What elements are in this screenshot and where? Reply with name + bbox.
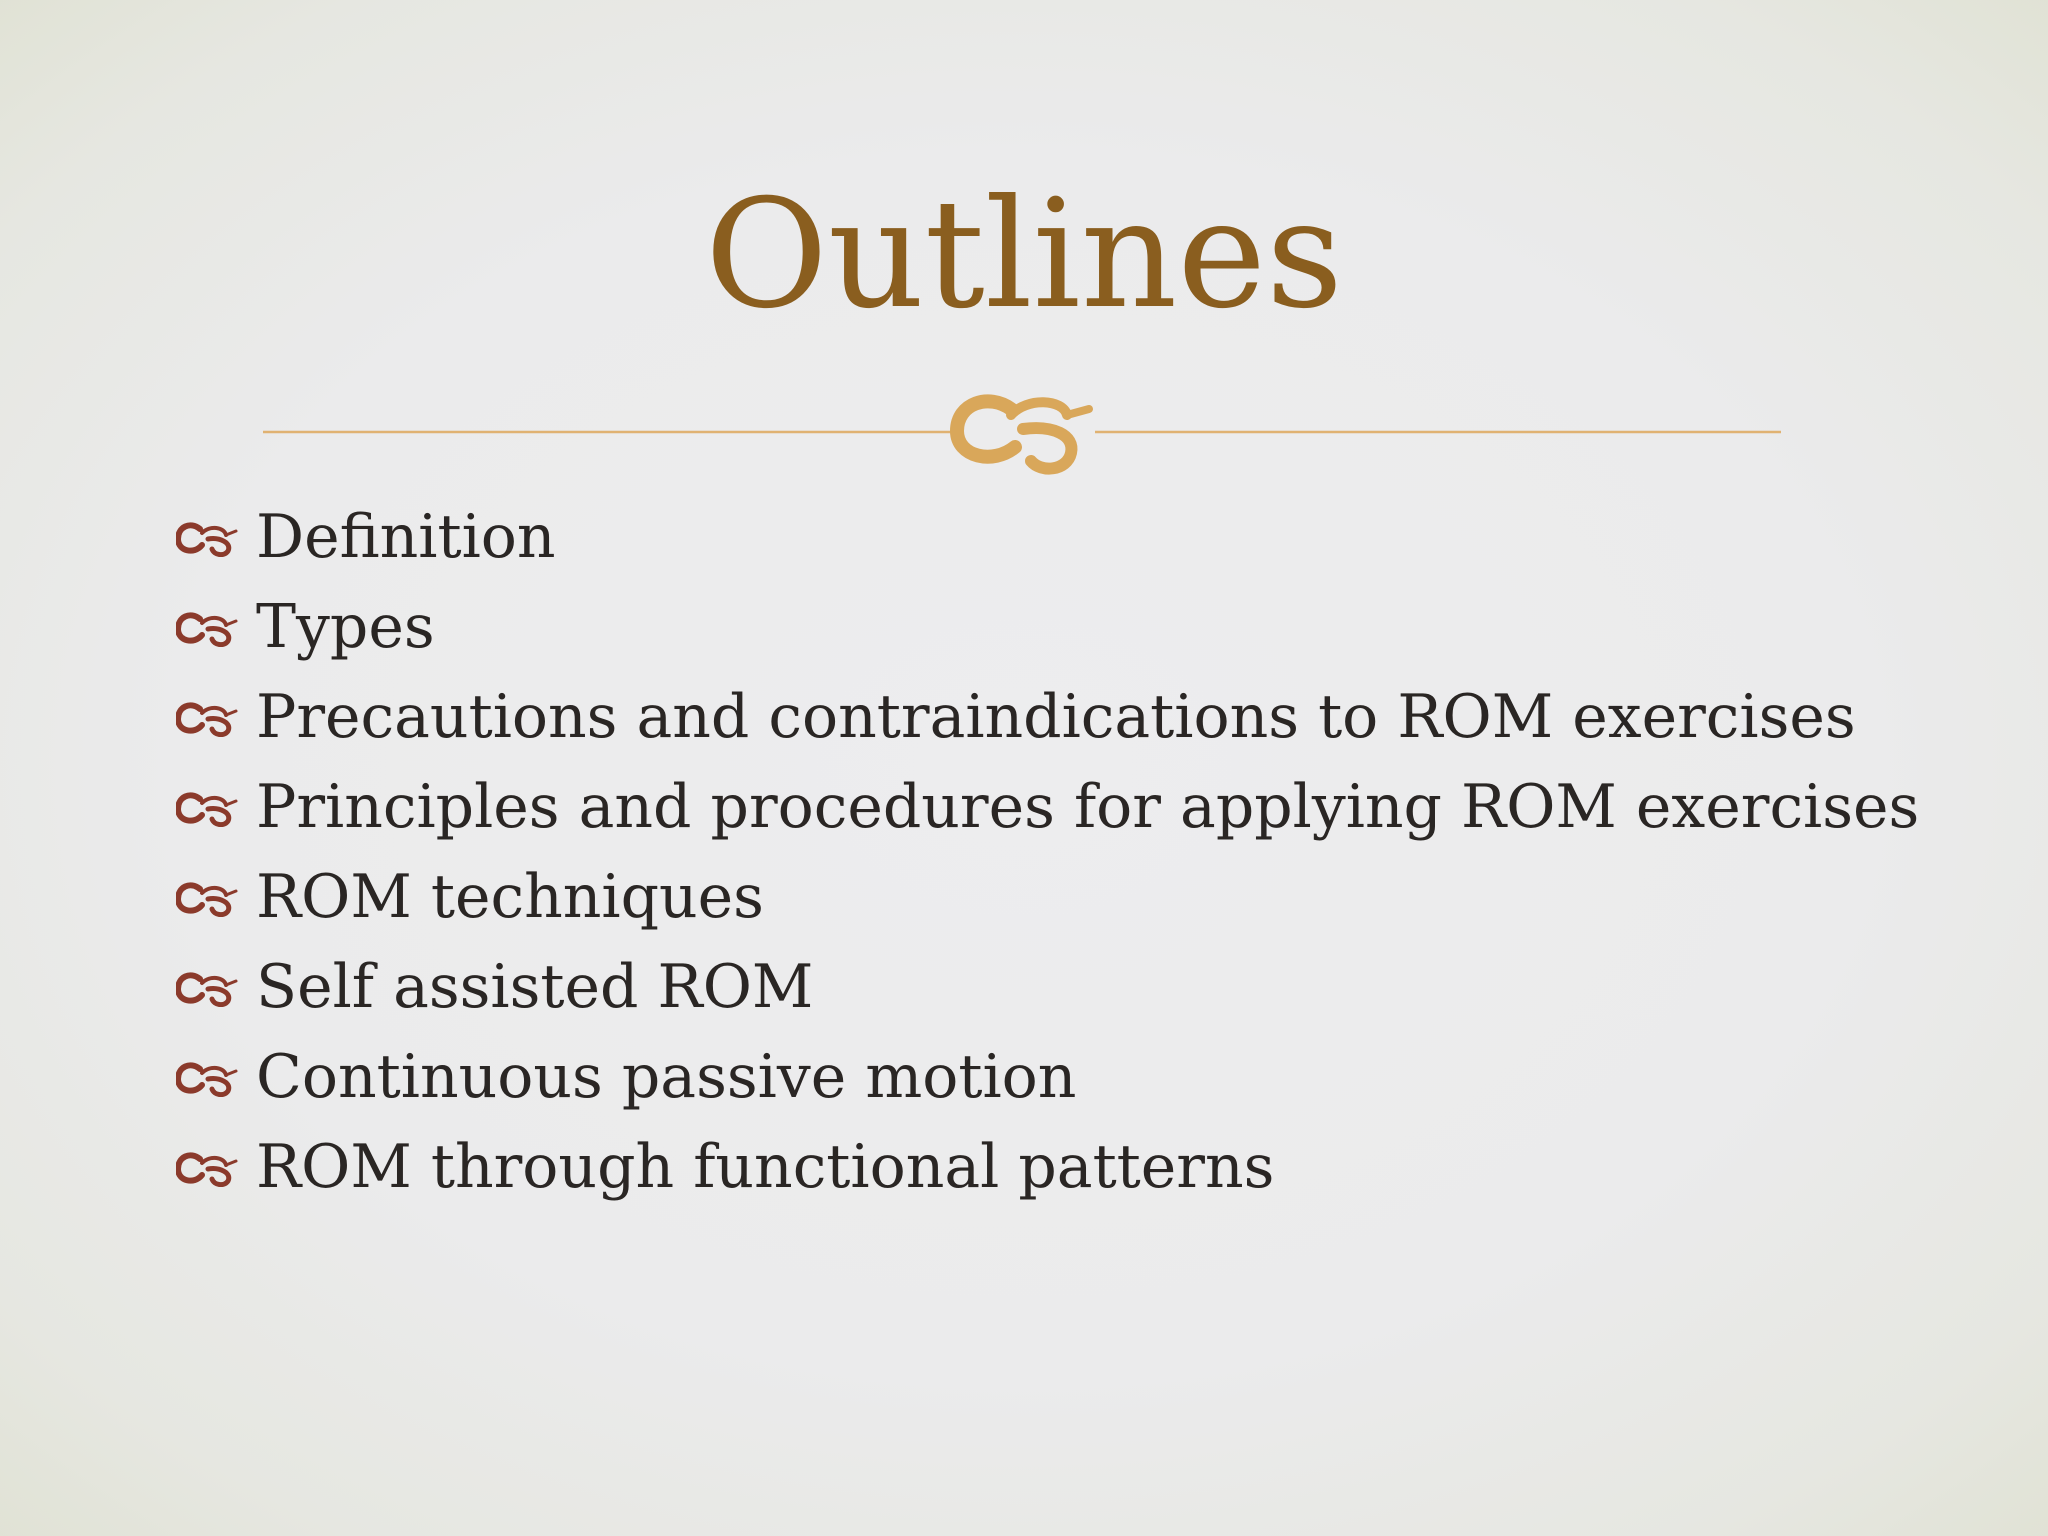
fleuron-bullet-icon [176,1130,256,1204]
list-item [176,500,1936,574]
list-item [176,680,1936,754]
fleuron-bullet-icon [176,950,256,1024]
fleuron-bullet-icon [176,860,256,934]
fleuron-bullet-icon [176,770,256,844]
list-item-text: Continuous passive motion [256,1042,1077,1112]
list-item [176,860,1936,934]
title-divider [263,369,1781,489]
list-item-text: Definition [256,502,556,572]
outline-list [176,500,1936,1220]
list-item-text: Precautions and contraindications to ROM exercises [256,682,1856,752]
list-item [176,1040,1936,1114]
list-item-text: Principles and procedures for applying ROM exercises [256,772,1920,842]
list-item-text: Self assisted ROM [256,952,814,1022]
list-item [176,590,1936,664]
list-item [176,950,1936,1024]
fleuron-bullet-icon [176,590,256,664]
list-item [176,1130,1936,1204]
slide-title: Outlines [704,168,1344,342]
fleuron-ornament-icon [957,401,1089,468]
fleuron-bullet-icon [176,680,256,754]
fleuron-bullet-icon [176,1040,256,1114]
fleuron-bullet-icon [176,500,256,574]
list-item-text: ROM through functional patterns [256,1132,1275,1202]
list-item [176,770,1936,844]
list-item-text: Types [256,592,435,662]
list-item-text: ROM techniques [256,862,764,932]
